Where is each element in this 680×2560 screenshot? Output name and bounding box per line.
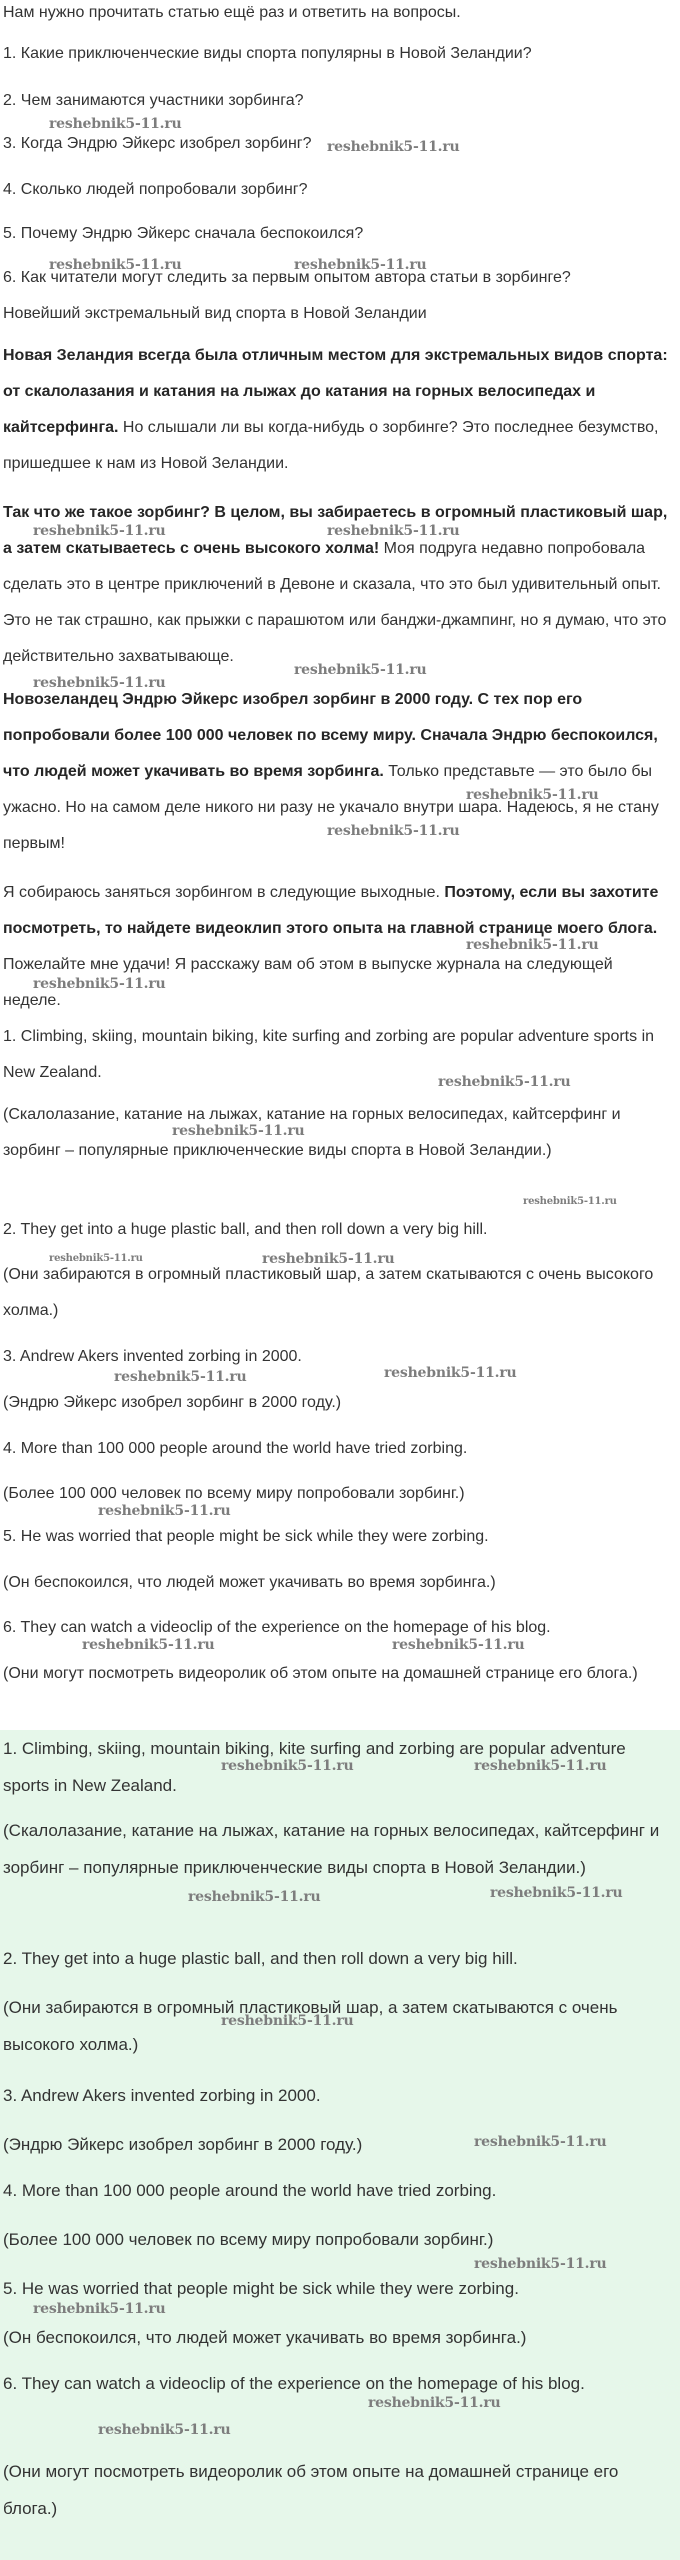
- watermark: reshebnik5-11.ru: [114, 1369, 247, 1385]
- question-4: 4. Сколько людей попробовали зорбинг?: [3, 181, 308, 198]
- highlighted-answer-6-translation: (Они могут посмотреть видеоролик об этом опыте на домашней странице его блога.): [3, 2462, 619, 2518]
- answer-2-english: 2. They get into a huge plastic ball, and then roll down a very big hill.: [3, 1221, 488, 1238]
- watermark: reshebnik5-11.ru: [188, 1889, 321, 1905]
- watermark: reshebnik5-11.ru: [221, 1758, 354, 1774]
- question-2: 2. Чем занимаются участники зорбинга?: [3, 92, 304, 109]
- highlighted-answer-2-english: 2. They get into a huge plastic ball, and then roll down a very big hill.: [3, 1949, 518, 1968]
- watermark: reshebnik5-11.ru: [474, 2134, 607, 2150]
- watermark: reshebnik5-11.ru: [172, 1123, 305, 1139]
- highlighted-answer-3-translation: (Эндрю Эйкерс изобрел зорбинг в 2000 году.): [3, 2135, 363, 2154]
- watermark: reshebnik5-11.ru: [82, 1637, 215, 1653]
- article: [0, 296, 680, 1019]
- answer-1-english: 1. Climbing, skiing, mountain biking, kite surfing and zorbing are popular adventure sports in New Zealand.: [3, 1028, 655, 1081]
- watermark: reshebnik5-11.ru: [49, 1253, 143, 1264]
- watermark: reshebnik5-11.ru: [294, 662, 427, 678]
- answers-list: [0, 1019, 680, 1730]
- task-intro: Нам нужно прочитать статью ещё раз и ответить на вопросы.: [3, 4, 461, 21]
- highlighted-answer-1-english: 1. Climbing, skiing, mountain biking, kite surfing and zorbing are popular adventure sports in New Zealand.: [3, 1739, 626, 1795]
- paragraph-text: Только представьте — это было бы ужасно. Но на самом деле никого ни разу не укачало внутри шара. Надеюсь, я не стану первым!: [3, 763, 659, 852]
- watermark: reshebnik5-11.ru: [327, 823, 460, 839]
- question-6: 6. Как читатели могут следить за первым опытом автора статьи в зорбинге?: [3, 269, 571, 286]
- highlighted-answer-4-translation: (Более 100 000 человек по всему миру попробовали зорбинг.): [3, 2230, 494, 2249]
- article-paragraph-3: [0, 682, 680, 875]
- highlighted-answer-4-english: 4. More than 100 000 people around the world have tried zorbing.: [3, 2181, 497, 2200]
- watermark: reshebnik5-11.ru: [294, 257, 427, 273]
- answer-6-english: 6. They can watch a videoclip of the experience on the homepage of his blog.: [3, 1619, 551, 1636]
- watermark: reshebnik5-11.ru: [33, 2301, 166, 2317]
- article-paragraph-1: [0, 338, 680, 495]
- answer-4-translation: (Более 100 000 человек по всему миру попробовали зорбинг.): [3, 1485, 465, 1502]
- answer-4-english: 4. More than 100 000 people around the world have tried zorbing.: [3, 1440, 468, 1457]
- paragraph-text: Но слышали ли вы когда-нибудь о зорбинге? Это последнее безумство, пришедшее к нам из Новой Зеландии.: [3, 419, 659, 472]
- watermark: reshebnik5-11.ru: [438, 1074, 571, 1090]
- highlighted-answer-5-english: 5. He was worried that people might be sick while they were zorbing.: [3, 2279, 519, 2298]
- highlighted-answer-2-translation: (Они забираются в огромный пластиковый шар, а затем скатываются с очень высокого холма.): [3, 1998, 618, 2054]
- highlighted-answers-block: [0, 1730, 680, 2560]
- paragraph-bold-text: Поэтому, если вы захотите посмотреть, то найдете видеоклип этого опыта на главной странице моего блога.: [3, 884, 659, 937]
- paragraph-text: Моя подруга недавно попробовала сделать это в центре приключений в Девоне и сказала, что это был удивительный опыт. Это не так страшно, как прыжки с парашютом или банджи-джампинг, но я думаю, что это действительно захватывающе.: [3, 540, 667, 665]
- paragraph-bold-text: Новая Зеландия всегда была отличным местом для экстремальных видов спорта: от скалолазания и катания на лыжах до катания на горных велосипедах и кайтсерфинга.: [3, 347, 668, 436]
- answer-1-translation: (Скалолазание, катание на лыжах, катание на горных велосипедах, кайтсерфинг и зорбинг – популярные приключенческие виды спорта в Новой Зеландии.): [3, 1106, 621, 1159]
- watermark: reshebnik5-11.ru: [523, 1196, 617, 1207]
- answer-6-translation: (Они могут посмотреть видеоролик об этом опыте на домашней странице его блога.): [3, 1665, 638, 1682]
- question-3: 3. Когда Эндрю Эйкерс изобрел зорбинг?: [3, 135, 312, 152]
- answer-5-translation: (Он беспокоился, что людей может укачивать во время зорбинга.): [3, 1574, 496, 1591]
- watermark: reshebnik5-11.ru: [392, 1637, 525, 1653]
- answer-3-english: 3. Andrew Akers invented zorbing in 2000.: [3, 1348, 302, 1365]
- watermark: reshebnik5-11.ru: [466, 937, 599, 953]
- watermark: reshebnik5-11.ru: [490, 1885, 623, 1901]
- watermark: reshebnik5-11.ru: [384, 1365, 517, 1381]
- highlighted-answer-3-english: 3. Andrew Akers invented zorbing in 2000.: [3, 2086, 321, 2105]
- watermark: reshebnik5-11.ru: [474, 1758, 607, 1774]
- article-paragraph-2: [0, 495, 680, 682]
- questions-list: [0, 36, 680, 296]
- highlighted-answer-6-english: 6. They can watch a videoclip of the experience on the homepage of his blog.: [3, 2374, 585, 2393]
- watermark: reshebnik5-11.ru: [49, 257, 182, 273]
- watermark: reshebnik5-11.ru: [33, 675, 166, 691]
- question-5: 5. Почему Эндрю Эйкерс сначала беспокоился?: [3, 225, 364, 242]
- watermark: reshebnik5-11.ru: [49, 116, 182, 132]
- watermark: reshebnik5-11.ru: [327, 139, 460, 155]
- paragraph-bold-text: Новозеландец Эндрю Эйкерс изобрел зорбинг в 2000 году. С тех пор его попробовали более 100 000 человек по всему миру. Сначала Эндрю беспокоился, что людей может укачивать во время зорбинга.: [3, 691, 658, 780]
- paragraph-text: Пожелайте мне удачи! Я расскажу вам об этом в выпуске журнала на следующей неделе.: [3, 956, 613, 1009]
- question-1: 1. Какие приключенческие виды спорта популярны в Новой Зеландии?: [3, 45, 532, 62]
- paragraph-bold-text: Так что же такое зорбинг? В целом, вы забираетесь в огромный пластиковый шар, а затем скатываетесь с очень высокого холма!: [3, 504, 668, 557]
- watermark: reshebnik5-11.ru: [327, 523, 460, 539]
- paragraph-text: Я собираюсь заняться зорбингом в следующие выходные.: [3, 884, 440, 901]
- watermark: reshebnik5-11.ru: [98, 1503, 231, 1519]
- answer-5-english: 5. He was worried that people might be sick while they were zorbing.: [3, 1528, 489, 1545]
- answer-3-translation: (Эндрю Эйкерс изобрел зорбинг в 2000 году.): [3, 1394, 342, 1411]
- highlighted-answer-1-translation: (Скалолазание, катание на лыжах, катание на горных велосипедах, кайтсерфинг и зорбинг – популярные приключенческие виды спорта в Новой Зеландии.): [3, 1821, 660, 1877]
- watermark: reshebnik5-11.ru: [368, 2395, 501, 2411]
- watermark: reshebnik5-11.ru: [474, 2256, 607, 2272]
- highlighted-answer-5-translation: (Он беспокоился, что людей может укачивать во время зорбинга.): [3, 2328, 527, 2347]
- watermark: reshebnik5-11.ru: [262, 1251, 395, 1267]
- watermark: reshebnik5-11.ru: [33, 976, 166, 992]
- watermark: reshebnik5-11.ru: [33, 523, 166, 539]
- watermark: reshebnik5-11.ru: [221, 2013, 354, 2029]
- article-title: Новейший экстремальный вид спорта в Новой Зеландии: [3, 305, 427, 322]
- watermark: reshebnik5-11.ru: [466, 787, 599, 803]
- article-paragraph-4: [0, 875, 680, 1019]
- answer-2-translation: (Они забираются в огромный пластиковый шар, а затем скатываются с очень высокого холма.): [3, 1266, 654, 1319]
- watermark: reshebnik5-11.ru: [98, 2422, 231, 2438]
